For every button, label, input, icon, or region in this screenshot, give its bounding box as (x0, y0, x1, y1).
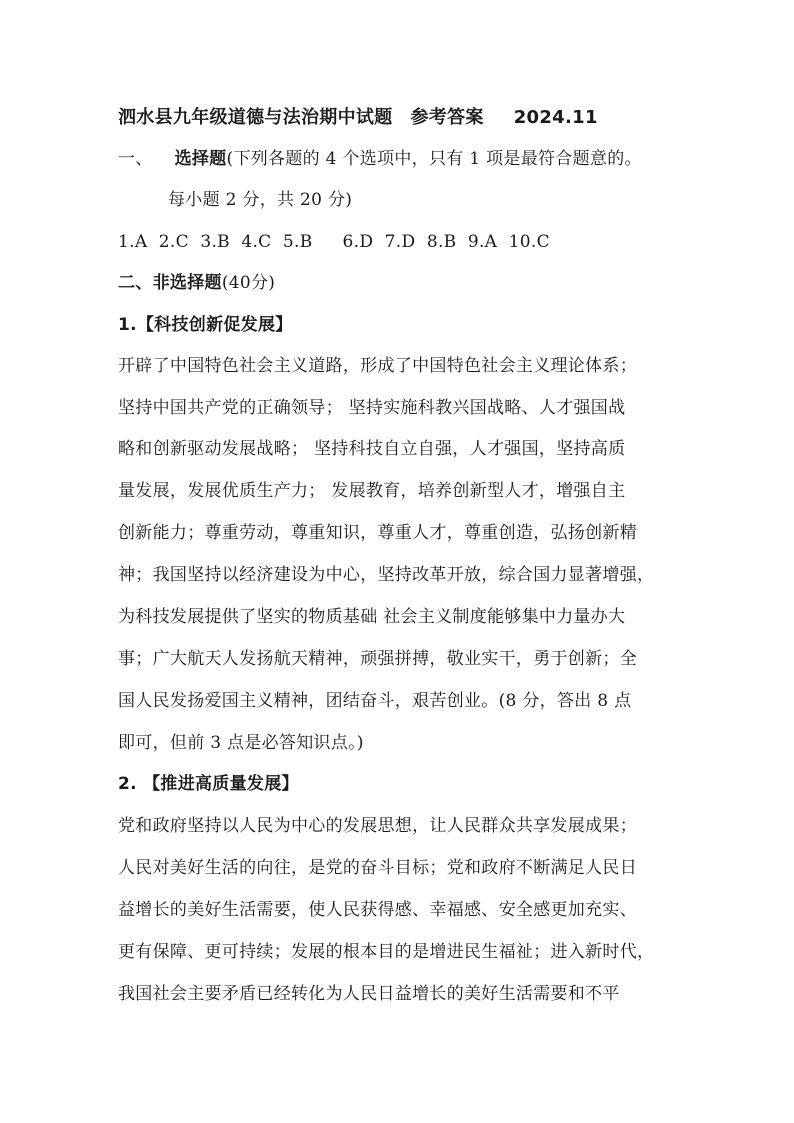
question1-line: 创新能力；尊重劳动，尊重知识，尊重人才，尊重创造，弘扬创新精 (118, 523, 637, 543)
question1-line: 坚持中国共产党的正确领导； 坚持实施科教兴国战略、人才强国战 (118, 398, 626, 418)
question1-line: 神；我国坚持以经济建设为中心，坚持改革开放，综合国力显著增强， (118, 565, 655, 585)
question2-line: 更有保障、更可持续；发展的根本目的是增进民生福祉；进入新时代， (118, 942, 655, 962)
document-title (118, 106, 688, 130)
section1-number: 一、 (118, 149, 153, 169)
question1-line: 略和创新驱动发展战略； 坚持科技自立自强，人才强国，坚持高质 (118, 439, 626, 459)
question1-line: 量发展，发展优质生产力； 发展教育，培养创新型人才，增强自主 (118, 481, 626, 501)
exam-title: 泗水县九年级道德与法治期中试题 (118, 107, 393, 128)
question1-line: 即可，但前 3 点是必答知识点。) (118, 733, 364, 753)
question1-line: 国人民发扬爱国主义精神，团结奋斗，艰苦创业。(8 分，答出 8 点 (118, 691, 632, 711)
section1-heading: 选择题 (174, 149, 227, 169)
section2-heading-line (118, 271, 688, 295)
section1-heading-line (118, 147, 688, 171)
answer-label: 参考答案 (410, 107, 484, 128)
question1-line: 为科技发展提供了坚实的物质基础 社会主义制度能够集中力量办大 (118, 607, 626, 627)
mc-answers-6-10: 6.D 7.D 8.B 9.A 10.C (342, 232, 550, 252)
question2-heading: 2. 【推进高质量发展】 (118, 774, 299, 794)
question2-line: 我国社会主要矛盾已经转化为人民日益增长的美好生活需要和不平 (118, 984, 620, 1004)
question1-line: 事；广大航天人发扬航天精神，顽强拼搏，敬业实干，勇于创新；全 (118, 649, 637, 669)
section1-instruction-1: (下列各题的 4 个选项中，只有 1 项是最符合题意的。 (226, 149, 642, 169)
question1-line: 开辟了中国特色社会主义道路，形成了中国特色社会主义理论体系； (118, 356, 637, 376)
question2-line: 党和政府坚持以人民为中心的发展思想，让人民群众共享发展成果； (118, 816, 637, 836)
question1-heading: 1.【科技创新促发展】 (118, 315, 293, 335)
mc-answers-1-5: 1.A 2.C 3.B 4.C 5.B (118, 232, 313, 252)
question2-line: 人民对美好生活的向往，是党的奋斗目标；党和政府不断满足人民日 (118, 858, 637, 878)
question2-line: 益增长的美好生活需要，使人民获得感、幸福感、安全感更加充实、 (118, 900, 637, 920)
mc-answers (118, 230, 688, 254)
section1-instruction-2: 每小题 2 分，共 20 分) (168, 190, 353, 210)
section2-heading: 二、非选择题 (118, 273, 222, 293)
exam-date: 2024.11 (513, 107, 598, 128)
section2-points: (40分) (221, 273, 276, 293)
